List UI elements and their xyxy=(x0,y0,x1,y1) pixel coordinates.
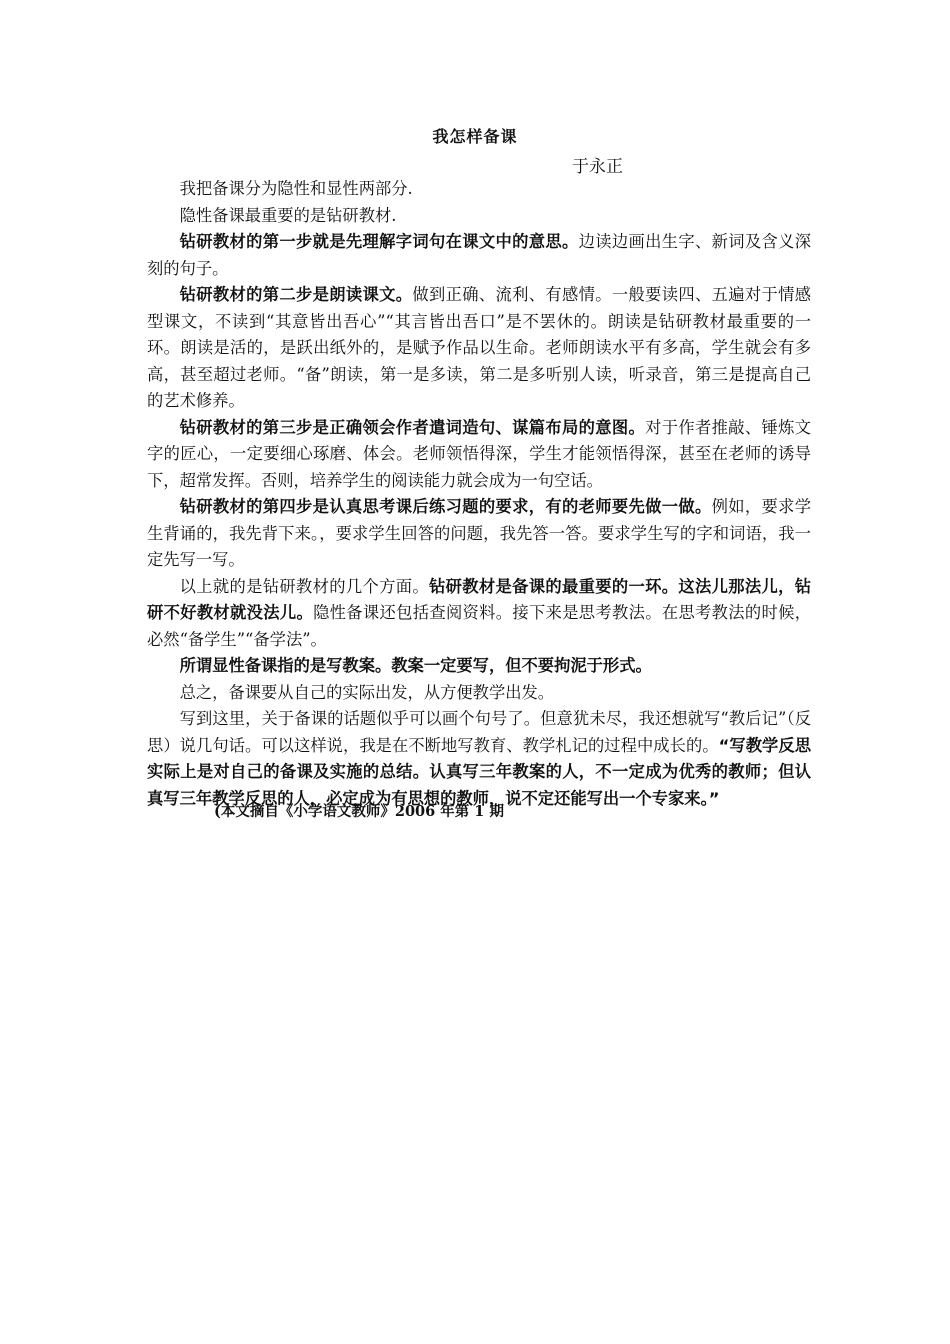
paragraph-5-text: 对于作者推敲、锤炼文字的匠心，一定要细心琢磨、体会。老师领悟得深，学生才能领悟得深，甚至在老师的诱导下，超常发挥。否则，培养学生的阅读能力就会成为一句空话。 xyxy=(147,417,811,490)
paragraph-4 xyxy=(147,282,811,415)
article-author: 于永正 xyxy=(572,157,623,177)
article-body xyxy=(147,176,811,812)
paragraph-5 xyxy=(147,415,811,495)
source-citation: (本文摘自《小学语文教师》2006 年第 1 期 xyxy=(214,803,504,820)
paragraph-8 xyxy=(147,653,811,680)
paragraph-1: 我把备课分为隐性和显性两部分. xyxy=(179,179,413,198)
paragraph-10-emphasis: “写教学反思实际上是对自己的备课及实施的总结。认真写三年教案的人，不一定成为优秀的教师；但认真写三年教学反思的人，必定成为有思想的教师，说不定还能写出一个专家来。” xyxy=(147,735,812,808)
article-title: 我怎样备课 xyxy=(432,127,518,146)
paragraph-2: 隐性备课最重要的是钻研教材. xyxy=(179,205,397,225)
paragraph-10-text: 写到这里，关于备课的话题似乎可以画个句号了。但意犹未尽，我还想就写“教后记”（反思）说几句话。可以这样说，我是在不断地写教育、教学札记的过程中成长的。 xyxy=(147,709,811,755)
paragraph-7-text: 隐性备课还包括查阅资料。接下来是思考教法。在思考教法的时候，必然“备学生”“备学法”。 xyxy=(147,603,811,649)
paragraph-10 xyxy=(147,706,811,812)
paragraph-9: 总之，备课要从自己的实际出发，从方便教学出发。 xyxy=(179,682,555,702)
paragraph-3 xyxy=(147,229,811,282)
paragraph-7-lead: 以上就的是钻研教材的几个方面。 xyxy=(179,576,429,596)
paragraph-3-emphasis: 钻研教材的第一步就是先理解字词句在课文中的意思。 xyxy=(179,232,579,251)
paragraph-4-emphasis: 钻研教材的第二步是朗读课文。 xyxy=(179,285,413,304)
paragraph-6-emphasis: 钻研教材的第四步是认真思考课后练习题的要求，有的老师要先做一做。 xyxy=(179,497,712,516)
paragraph-4-text: 做到正确、流利、有感情。一般要读四、五遍对于情感型课文，不读到“其意皆出吾心”“其言皆出吾口”是不罢休的。朗读是钻研教材最重要的一环。朗读是活的，是跃出纸外的，是赋予作品以生命。老师朗读水平有多高，学生就会有多高，甚至超过老师。“备”朗读，第一是多读，第二是多听别人读，听录音，第三是提高自己的艺术修养。 xyxy=(147,285,811,410)
paragraph-6 xyxy=(147,494,811,574)
paragraph-6-text: 例如，要求学生背诵的，我先背下来。，要求学生回答的问题，我先答一答。要求学生写的字和词语，我一定先写一写。 xyxy=(147,497,811,569)
paragraph-7 xyxy=(147,574,811,654)
paragraph-7-emphasis: 钻研教材是备课的最重要的一环。这法儿那法儿，钻研不好教材就没法儿。 xyxy=(147,576,811,622)
paragraph-8-emphasis: 所谓显性备课指的是写教案。教案一定要写，但不要拘泥于形式。 xyxy=(179,656,652,675)
paragraph-5-emphasis: 钻研教材的第三步是正确领会作者遣词造句、谋篇布局的意图。 xyxy=(179,417,646,437)
paragraph-3-text: 边读边画出生字、新词及含义深刻的句子。 xyxy=(147,232,811,278)
